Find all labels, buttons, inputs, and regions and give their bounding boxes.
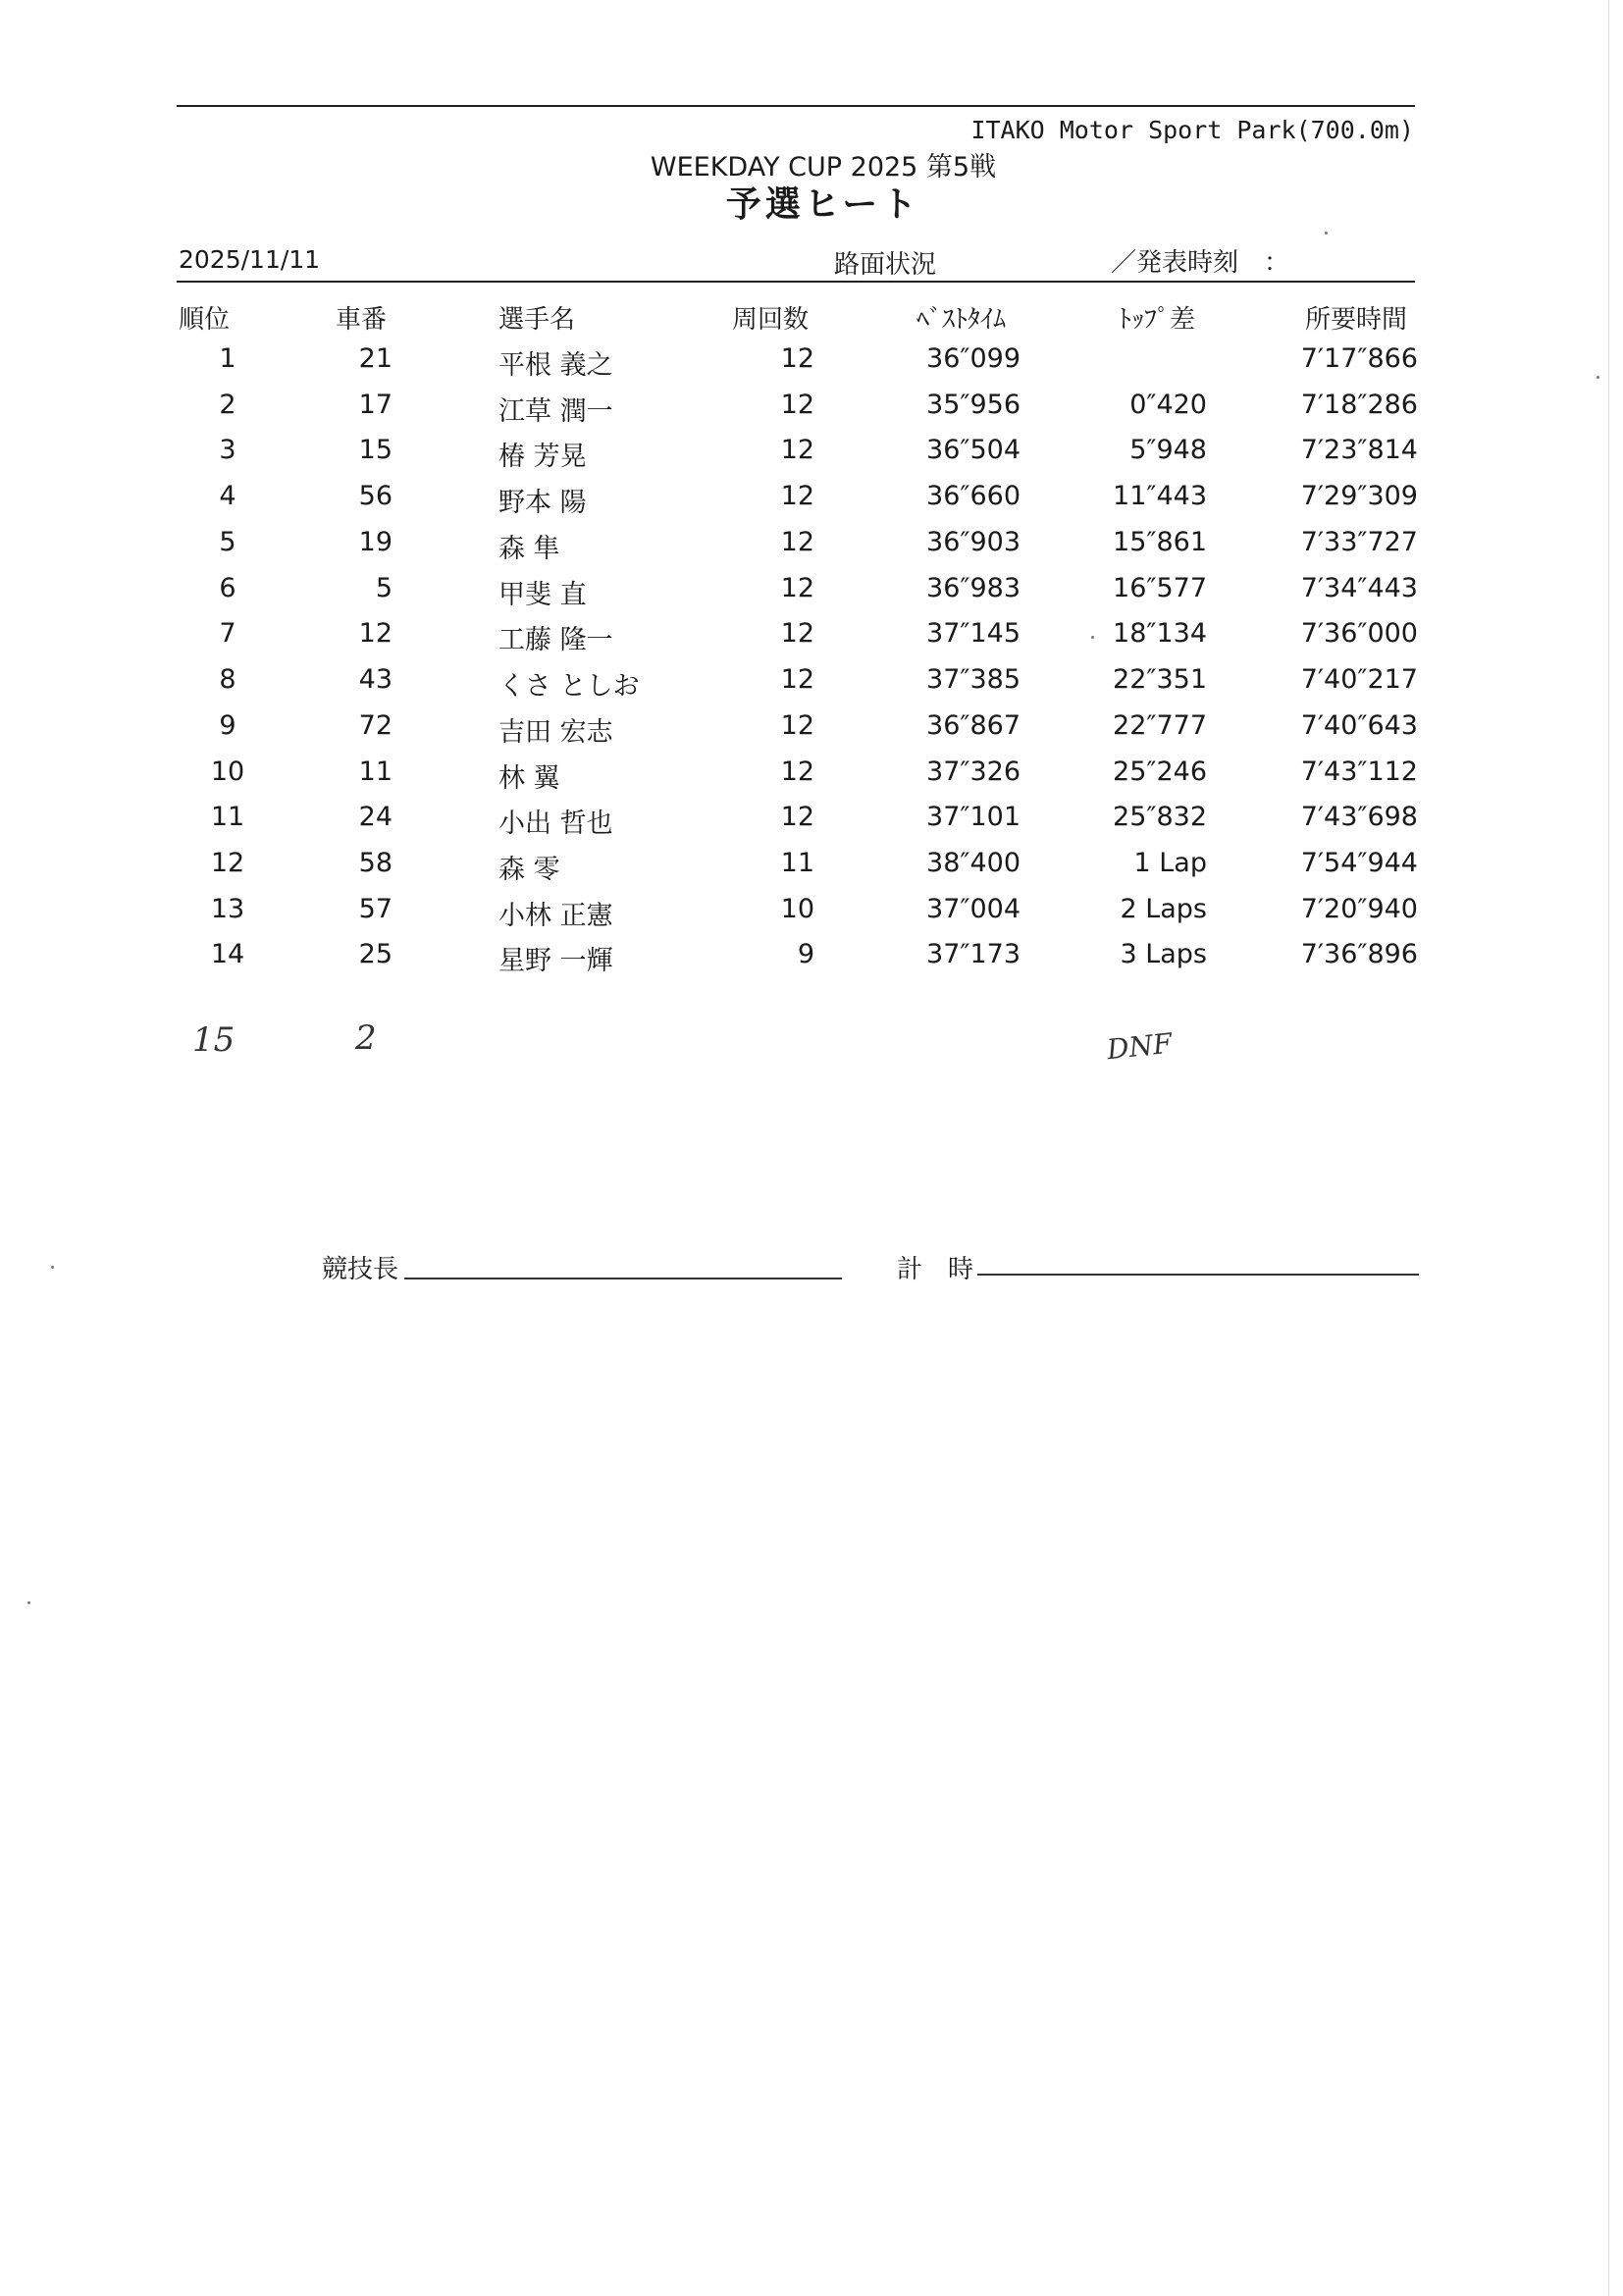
cell-best: 37″101	[926, 802, 1021, 832]
cell-name: 林 翼	[498, 763, 560, 794]
header-name: 選手名	[498, 305, 576, 335]
cell-pos: 8	[219, 664, 236, 695]
cell-name: 森 零	[498, 855, 560, 885]
cell-total: 7′36″000	[1300, 618, 1418, 649]
handwritten-car: 2	[355, 1018, 377, 1058]
table-row	[0, 802, 1623, 847]
cell-best: 38″400	[926, 848, 1021, 878]
cell-pos: 6	[219, 573, 236, 603]
cell-total: 7′17″866	[1300, 343, 1418, 374]
cell-laps: 12	[780, 390, 814, 420]
cell-laps: 12	[780, 757, 814, 787]
session-title: 予選ヒート	[725, 184, 921, 225]
cell-total: 7′29″309	[1300, 481, 1418, 511]
cell-name: 野本 陽	[498, 488, 587, 518]
table-row	[0, 435, 1623, 480]
scan-speck	[1091, 636, 1094, 639]
scan-speck	[27, 1601, 30, 1604]
cell-gap: 15″861	[1113, 527, 1207, 557]
chief-signature-line	[404, 1278, 842, 1279]
cell-name: 小林 正憲	[498, 901, 613, 931]
scan-speck	[51, 1266, 54, 1269]
cell-car: 5	[375, 573, 393, 603]
cell-total: 7′18″286	[1300, 390, 1418, 420]
cell-total: 7′23″814	[1300, 435, 1418, 465]
cell-gap: 5″948	[1129, 435, 1207, 465]
cell-total: 7′40″643	[1300, 710, 1418, 741]
cell-gap: 0″420	[1129, 390, 1207, 420]
table-row	[0, 757, 1623, 802]
table-row	[0, 390, 1623, 435]
cell-car: 43	[358, 664, 393, 695]
cell-laps: 12	[780, 343, 814, 374]
cell-name: 森 隼	[498, 534, 560, 564]
cell-car: 72	[358, 710, 393, 741]
cell-best: 37″145	[926, 618, 1021, 649]
cell-laps: 12	[780, 435, 814, 465]
header-rule	[177, 281, 1415, 283]
scan-speck	[1597, 376, 1599, 379]
cell-best: 36″903	[926, 527, 1021, 557]
cell-name: 小出 哲也	[498, 809, 613, 839]
cell-best: 36″660	[926, 481, 1021, 511]
cell-laps: 10	[780, 894, 814, 924]
scan-speck	[1325, 232, 1328, 235]
cell-car: 56	[358, 481, 393, 511]
cell-laps: 12	[780, 481, 814, 511]
cell-pos: 1	[219, 343, 236, 374]
top-rule	[177, 105, 1415, 107]
cell-pos: 9	[219, 710, 236, 741]
cell-best: 35″956	[926, 390, 1021, 420]
cell-laps: 12	[780, 527, 814, 557]
header-best: ﾍﾞｽﾄﾀｲﾑ	[916, 305, 1007, 335]
event-title: WEEKDAY CUP 2025 第5戦	[650, 152, 997, 183]
cell-name: 平根 義之	[498, 350, 613, 381]
cell-laps: 11	[780, 848, 814, 878]
handwritten-dnf: DNF	[1105, 1026, 1174, 1067]
cell-total: 7′33″727	[1300, 527, 1418, 557]
cell-name: 甲斐 直	[498, 580, 587, 610]
table-row	[0, 664, 1623, 709]
cell-pos: 3	[219, 435, 236, 465]
cell-laps: 12	[780, 664, 814, 695]
venue-name: ITAKO Motor Sport Park(700.0m)	[970, 116, 1414, 144]
cell-best: 36″099	[926, 343, 1021, 374]
cell-name: 星野 一輝	[498, 946, 613, 976]
cell-pos: 13	[210, 894, 245, 924]
cell-total: 7′43″112	[1300, 757, 1418, 787]
cell-laps: 12	[780, 573, 814, 603]
cell-total: 7′43″698	[1300, 802, 1418, 832]
cell-gap: 11″443	[1113, 481, 1207, 511]
cell-total: 7′20″940	[1300, 894, 1418, 924]
cell-car: 19	[358, 527, 393, 557]
table-row	[0, 481, 1623, 526]
table-row	[0, 573, 1623, 618]
cell-car: 17	[358, 390, 393, 420]
handwritten-pos: 15	[192, 1020, 236, 1060]
header-laps: 周回数	[732, 305, 810, 335]
cell-car: 12	[358, 618, 393, 649]
cell-car: 25	[358, 939, 393, 969]
cell-gap: 1 Lap	[1133, 848, 1207, 878]
table-row	[0, 343, 1623, 389]
cell-laps: 12	[780, 710, 814, 741]
cell-car: 21	[358, 343, 393, 374]
cell-name: 工藤 隆一	[498, 625, 613, 655]
cell-total: 7′40″217	[1300, 664, 1418, 695]
cell-car: 58	[358, 848, 393, 878]
cell-pos: 5	[219, 527, 236, 557]
cell-total: 7′36″896	[1300, 939, 1418, 969]
cell-pos: 14	[210, 939, 245, 969]
table-row	[0, 710, 1623, 756]
header-total: 所要時間	[1305, 305, 1408, 335]
timekeeper-signature-line	[977, 1274, 1419, 1276]
cell-laps: 12	[780, 618, 814, 649]
cell-name: 椿 芳晃	[498, 442, 587, 472]
cell-gap: 22″351	[1113, 664, 1207, 695]
table-row	[0, 527, 1623, 572]
table-row	[0, 894, 1623, 939]
chief-steward-label: 競技長	[322, 1255, 399, 1284]
table-row	[0, 939, 1623, 984]
cell-pos: 10	[210, 757, 245, 787]
cell-gap: 2 Laps	[1120, 894, 1207, 924]
cell-best: 37″173	[926, 939, 1021, 969]
cell-total: 7′54″944	[1300, 848, 1418, 878]
cell-best: 36″504	[926, 435, 1021, 465]
cell-pos: 4	[219, 481, 236, 511]
cell-name: くさ としお	[498, 671, 640, 702]
cell-best: 37″326	[926, 757, 1021, 787]
cell-car: 57	[358, 894, 393, 924]
timekeeper-label: 計 時	[897, 1255, 974, 1284]
cell-pos: 11	[210, 802, 245, 832]
cell-best: 36″983	[926, 573, 1021, 603]
cell-gap: 25″246	[1113, 757, 1207, 787]
header-pos: 順位	[179, 305, 231, 335]
cell-car: 11	[358, 757, 393, 787]
cell-best: 36″867	[926, 710, 1021, 741]
cell-best: 37″385	[926, 664, 1021, 695]
table-row	[0, 618, 1623, 663]
road-condition-label: 路面状況	[834, 250, 937, 280]
cell-pos: 2	[219, 390, 236, 420]
race-date: 2025/11/11	[179, 245, 321, 274]
header-gap: ﾄｯﾌﾟ差	[1119, 305, 1196, 335]
announce-time-label: ／発表時刻 ：	[1111, 248, 1290, 278]
cell-pos: 7	[219, 618, 236, 649]
cell-name: 吉田 宏志	[498, 717, 613, 748]
cell-gap: 16″577	[1113, 573, 1207, 603]
cell-total: 7′34″443	[1300, 573, 1418, 603]
cell-gap: 22″777	[1113, 710, 1207, 741]
cell-gap: 3 Laps	[1120, 939, 1207, 969]
cell-best: 37″004	[926, 894, 1021, 924]
header-car: 車番	[336, 305, 388, 335]
table-row	[0, 848, 1623, 893]
cell-gap: 25″832	[1113, 802, 1207, 832]
cell-car: 24	[358, 802, 393, 832]
cell-laps: 12	[780, 802, 814, 832]
cell-car: 15	[358, 435, 393, 465]
cell-name: 江草 潤一	[498, 396, 613, 427]
cell-gap: 18″134	[1113, 618, 1207, 649]
cell-laps: 9	[797, 939, 814, 969]
cell-pos: 12	[210, 848, 245, 878]
